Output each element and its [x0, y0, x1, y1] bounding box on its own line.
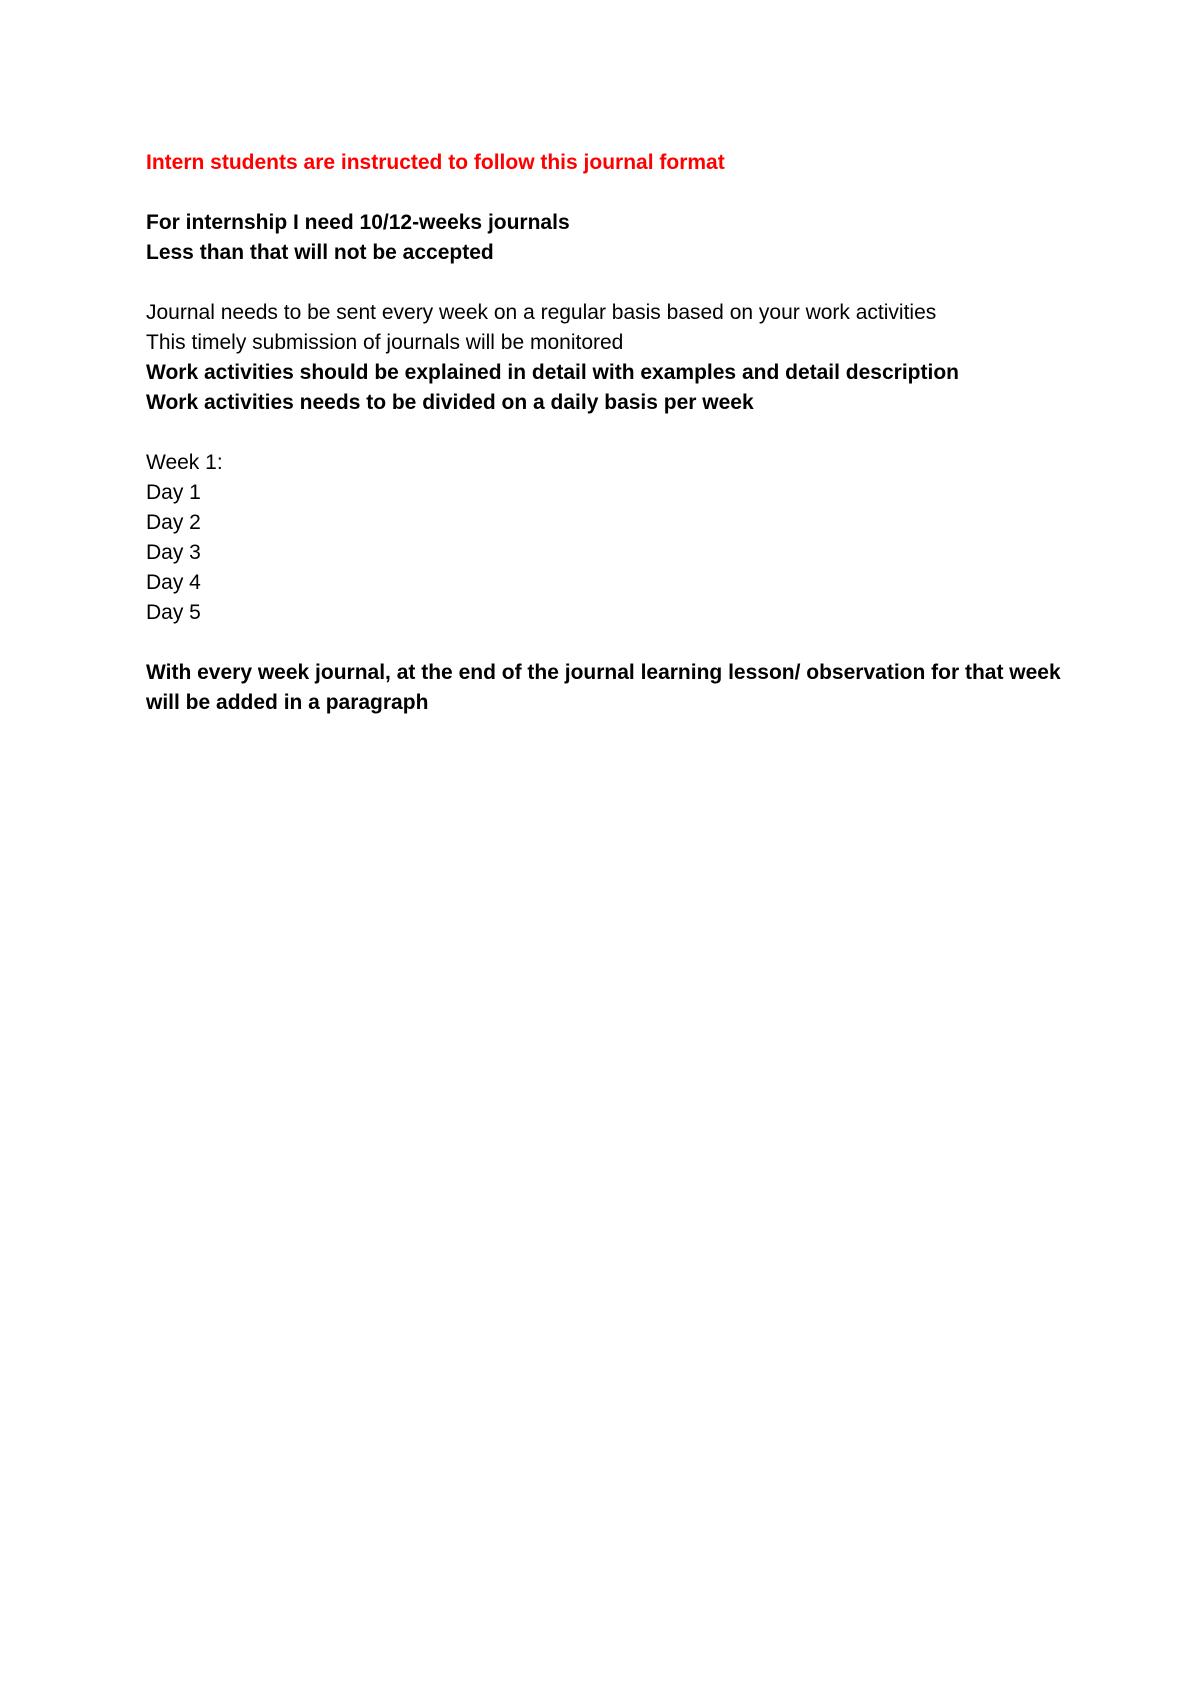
requirement-line: For internship I need 10/12-weeks journals	[146, 211, 570, 234]
activity-rule: Work activities needs to be divided on a daily basis per week	[146, 391, 754, 414]
spacer	[146, 418, 1076, 448]
document-heading: Intern students are instructed to follow this journal format	[146, 151, 725, 174]
closing-paragraph: With every week journal, at the end of the journal learning lesson/ observation for that week will be added in a paragraph	[146, 661, 1061, 714]
day-item: Day 5	[146, 601, 201, 624]
day-item: Day 3	[146, 541, 201, 564]
spacer	[146, 628, 1076, 658]
submission-note: This timely submission of journals will be monitored	[146, 331, 624, 354]
document-content	[146, 148, 1076, 718]
requirement-line: Less than that will not be accepted	[146, 241, 494, 264]
spacer	[146, 268, 1076, 298]
activity-rule: Work activities should be explained in detail with examples and detail description	[146, 361, 959, 384]
week-label: Week 1:	[146, 451, 223, 474]
day-item: Day 2	[146, 511, 201, 534]
spacer	[146, 178, 1076, 208]
day-item: Day 4	[146, 571, 201, 594]
day-item: Day 1	[146, 481, 201, 504]
submission-note: Journal needs to be sent every week on a regular basis based on your work activities	[146, 301, 937, 324]
